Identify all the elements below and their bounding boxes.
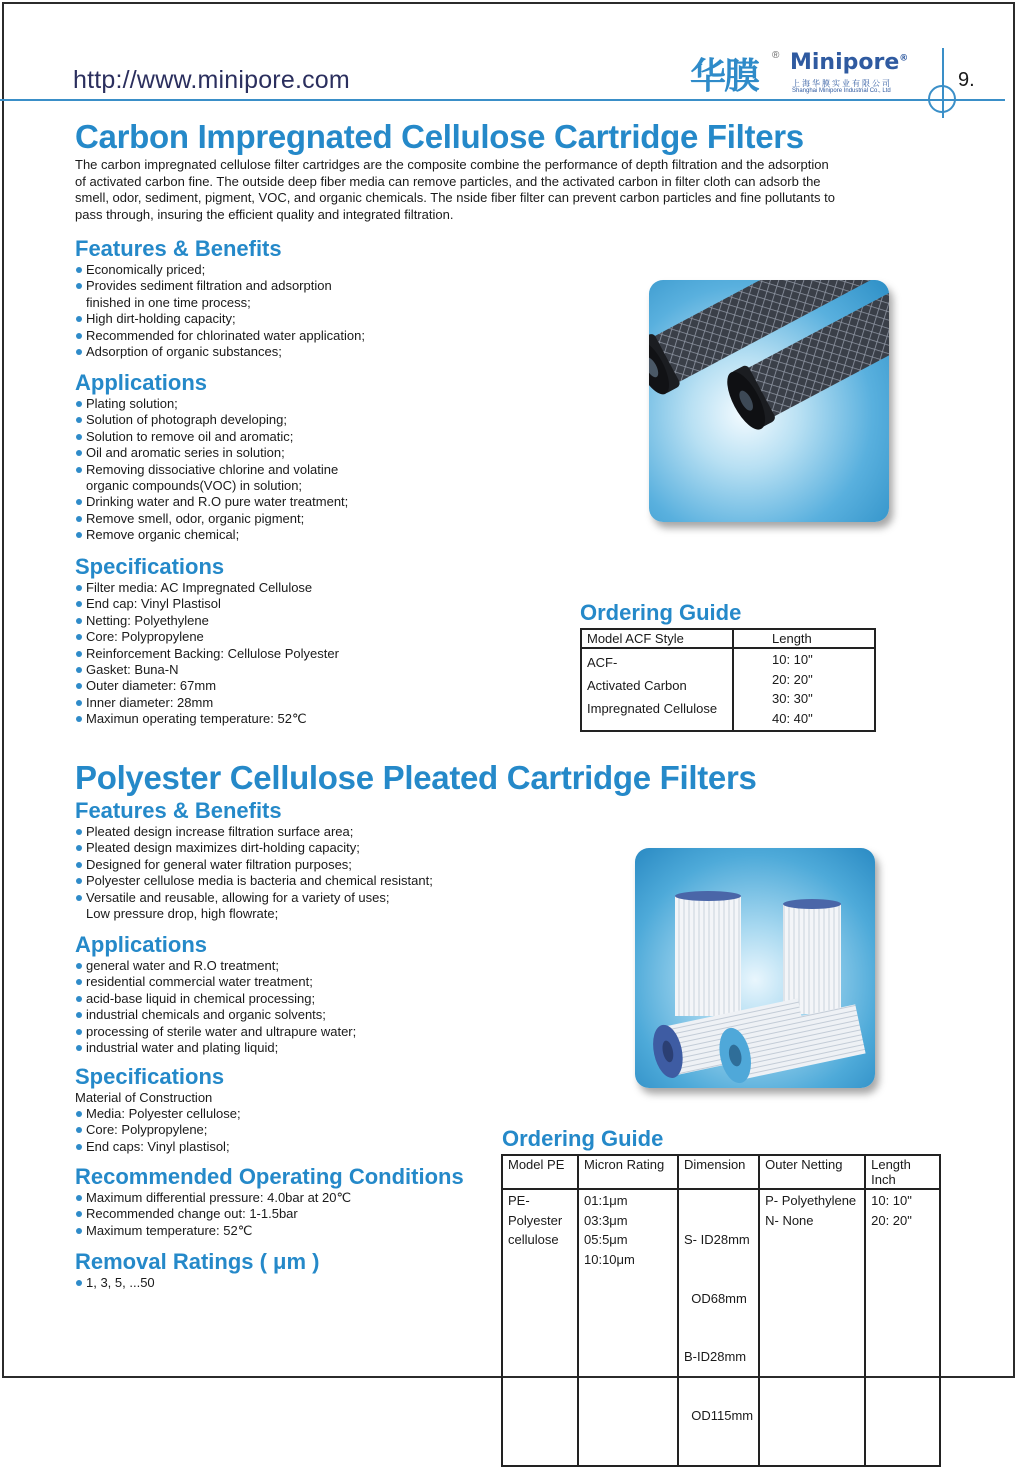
section2-ordering-heading: Ordering Guide xyxy=(502,1126,664,1151)
specifications-subtitle: Material of Construction xyxy=(75,1090,213,1105)
list-item: End caps: Vinyl plastisol; xyxy=(75,1139,241,1155)
section2-specifications-list xyxy=(75,1106,241,1155)
table-header-cell: Model PE xyxy=(502,1155,578,1189)
table-header-cell: Micron Rating xyxy=(578,1155,678,1189)
logo-brand-name: Minipore® xyxy=(790,50,909,75)
list-item: general water and R.O treatment; xyxy=(75,958,356,974)
website-url: http://www.minipore.com xyxy=(73,66,350,94)
list-item: Oil and aromatic series in solution; xyxy=(75,445,348,461)
list-item: Low pressure drop, high flowrate; xyxy=(86,906,279,922)
list-item: Gasket: Buna-N xyxy=(75,662,339,678)
list-item: processing of sterile water and ultrapure water; xyxy=(75,1024,356,1040)
list-item: Remove smell, odor, organic pigment; xyxy=(75,511,348,527)
logo-chinese-mark: 华膜 xyxy=(690,56,759,97)
section1-specifications-list xyxy=(75,580,339,728)
cell-line: ACF- xyxy=(587,655,618,670)
table-row xyxy=(581,648,875,731)
conditions-heading: Recommended Operating Conditions xyxy=(75,1164,464,1189)
list-item: Outer diameter: 67mm xyxy=(75,678,339,694)
list-item: Pleated design maximizes dirt-holding capacity; xyxy=(75,840,433,856)
list-item: Recommended change out: 1-1.5bar xyxy=(75,1206,351,1222)
table-cell xyxy=(865,1189,940,1466)
cell-line: cellulose xyxy=(508,1232,559,1247)
cell-line: 10: 10" xyxy=(871,1193,912,1208)
conditions-list xyxy=(75,1190,351,1239)
table-header-cell: Length Inch xyxy=(865,1155,940,1189)
list-item: End cap: Vinyl Plastisol xyxy=(75,596,339,612)
list-item: acid-base liquid in chemical processing; xyxy=(75,991,356,1007)
crosshair-circle-icon xyxy=(928,85,956,113)
table-header-row xyxy=(502,1155,940,1189)
list-item: industrial chemicals and organic solvents; xyxy=(75,1007,356,1023)
carbon-cartridges-illustration xyxy=(649,280,889,522)
list-item: Polyester cellulose media is bacteria and chemical resistant; xyxy=(75,873,433,889)
list-item: Media: Polyester cellulose; xyxy=(75,1106,241,1122)
list-item: Maximum differential pressure: 4.0bar at 20℃ xyxy=(75,1190,351,1206)
list-item: Pleated design increase filtration surface area; xyxy=(75,824,433,840)
table-cell xyxy=(678,1189,759,1466)
cell-line: N- None xyxy=(765,1212,814,1228)
cell-line: 10:10μm xyxy=(584,1251,635,1267)
logo-company-cn: 上海华膜实业有限公司 xyxy=(792,79,892,88)
removal-ratings-heading: Removal Ratings ( μm ) xyxy=(75,1249,320,1274)
list-item: Recommended for chlorinated water application; xyxy=(75,328,365,344)
table-cell xyxy=(578,1189,678,1466)
section1-ordering-heading: Ordering Guide xyxy=(580,600,742,625)
table-header-row xyxy=(581,629,875,648)
cell-line: 20: 20" xyxy=(772,671,813,687)
list-item: Inner diameter: 28mm xyxy=(75,695,339,711)
list-item: Plating solution; xyxy=(75,396,348,412)
section2-applications-list xyxy=(75,958,356,1056)
section1-title: Carbon Impregnated Cellulose Cartridge Filters xyxy=(75,118,804,155)
cell-line: P- Polyethylene xyxy=(765,1193,857,1208)
removal-ratings-list xyxy=(75,1275,155,1291)
cell-line: PE- xyxy=(508,1193,530,1208)
list-item: Drinking water and R.O pure water treatment; xyxy=(75,494,348,510)
table-header-cell: Model ACF Style xyxy=(581,629,733,648)
table-header-cell: Length xyxy=(733,629,875,648)
cell-line: 20: 20" xyxy=(871,1212,912,1228)
pleated-cartridge-photo xyxy=(635,848,875,1088)
list-item: Maximun operating temperature: 52℃ xyxy=(75,711,339,727)
cell-line: Polyester xyxy=(508,1212,563,1228)
section1-applications-list xyxy=(75,396,348,544)
section1-ordering-table xyxy=(580,628,876,732)
cell-line: 10: 10" xyxy=(772,652,813,667)
cell-line: 03:3μm xyxy=(584,1212,628,1228)
list-item: Filter media: AC Impregnated Cellulose xyxy=(75,580,339,596)
cell-line: 30: 30" xyxy=(772,691,813,706)
section2-title: Polyester Cellulose Pleated Cartridge Filters xyxy=(75,759,757,796)
list-item: Remove organic chemical; xyxy=(75,527,348,543)
list-item: Removing dissociative chlorine and volatine xyxy=(75,462,348,478)
list-item: organic compounds(VOC) in solution; xyxy=(86,478,303,494)
table-row xyxy=(502,1189,940,1466)
section1-specifications-heading: Specifications xyxy=(75,554,225,579)
list-item: Core: Polypropylene xyxy=(75,629,339,645)
cell-line: OD115mm xyxy=(684,1407,754,1423)
list-item: residential commercial water treatment; xyxy=(75,974,356,990)
cell-line: 05:5μm xyxy=(584,1232,628,1247)
table-cell xyxy=(581,648,733,731)
table-cell xyxy=(759,1189,865,1466)
cell-line: Activated Carbon xyxy=(587,678,687,693)
header-rule xyxy=(0,99,1005,101)
list-item: Adsorption of organic substances; xyxy=(75,344,365,360)
logo-company-en: Shanghai Minipore Industrial Co., Ltd xyxy=(792,88,891,94)
cell-line: S- ID28mm xyxy=(684,1232,750,1247)
section2-features-list xyxy=(75,824,433,922)
table-header-cell: Outer Netting xyxy=(759,1155,865,1189)
table-header-cell: Dimension xyxy=(678,1155,759,1189)
section1-applications-heading: Applications xyxy=(75,370,208,395)
list-item: Solution to remove oil and aromatic; xyxy=(75,429,348,445)
page-number: 9. xyxy=(958,69,975,91)
list-item: Solution of photograph developing; xyxy=(75,412,348,428)
cell-line: 40: 40" xyxy=(772,710,813,726)
list-item: Provides sediment filtration and adsorption xyxy=(75,278,365,294)
cell-line: 01:1μm xyxy=(584,1193,628,1208)
cell-line: OD68mm xyxy=(684,1290,747,1306)
list-item: High dirt-holding capacity; xyxy=(75,311,365,327)
carbon-cartridge-photo xyxy=(649,280,889,522)
section1-features-heading: Features & Benefits xyxy=(75,236,282,261)
section2-specifications-heading: Specifications xyxy=(75,1064,225,1089)
list-item: industrial water and plating liquid; xyxy=(75,1040,356,1056)
cell-line: Impregnated Cellulose xyxy=(587,701,718,716)
pleated-cartridges-illustration xyxy=(635,848,875,1088)
list-item: finished in one time process; xyxy=(86,294,251,310)
list-item: Versatile and reusable, allowing for a variety of uses; xyxy=(75,890,433,906)
section1-intro: The carbon impregnated cellulose filter cartridges are the composite combine the performance of depth filtration and the adsorption of activated carbon fine. The outside deep fiber media can remove particles, and the activated carbon in filter cloth can adsorb the smell, odor, sediment, pigment, VOC, and organic chemicals. The nside fiber filter can prevent carbon particles and fine pollutants to pass through, insuring the efficient quality and integrated filtration. xyxy=(75,157,835,222)
list-item: Reinforcement Backing: Cellulose Polyester xyxy=(75,646,339,662)
cell-line: B-ID28mm xyxy=(684,1349,747,1364)
section2-ordering-table xyxy=(501,1154,941,1467)
list-item: Core: Polypropylene; xyxy=(75,1122,241,1138)
list-item: Maximum temperature: 52℃ xyxy=(75,1223,351,1239)
table-cell xyxy=(733,648,875,731)
list-item: Designed for general water filtration purposes; xyxy=(75,857,433,873)
list-item: Economically priced; xyxy=(75,262,365,278)
minipore-logo xyxy=(690,48,915,96)
table-cell xyxy=(502,1189,578,1466)
logo-registered-mark: ® xyxy=(772,50,780,61)
section2-applications-heading: Applications xyxy=(75,932,208,957)
section1-features-list xyxy=(75,262,365,360)
list-item: Netting: Polyethylene xyxy=(75,613,339,629)
list-item: 1, 3, 5, ...50 xyxy=(75,1275,155,1291)
section2-features-heading: Features & Benefits xyxy=(75,798,282,823)
